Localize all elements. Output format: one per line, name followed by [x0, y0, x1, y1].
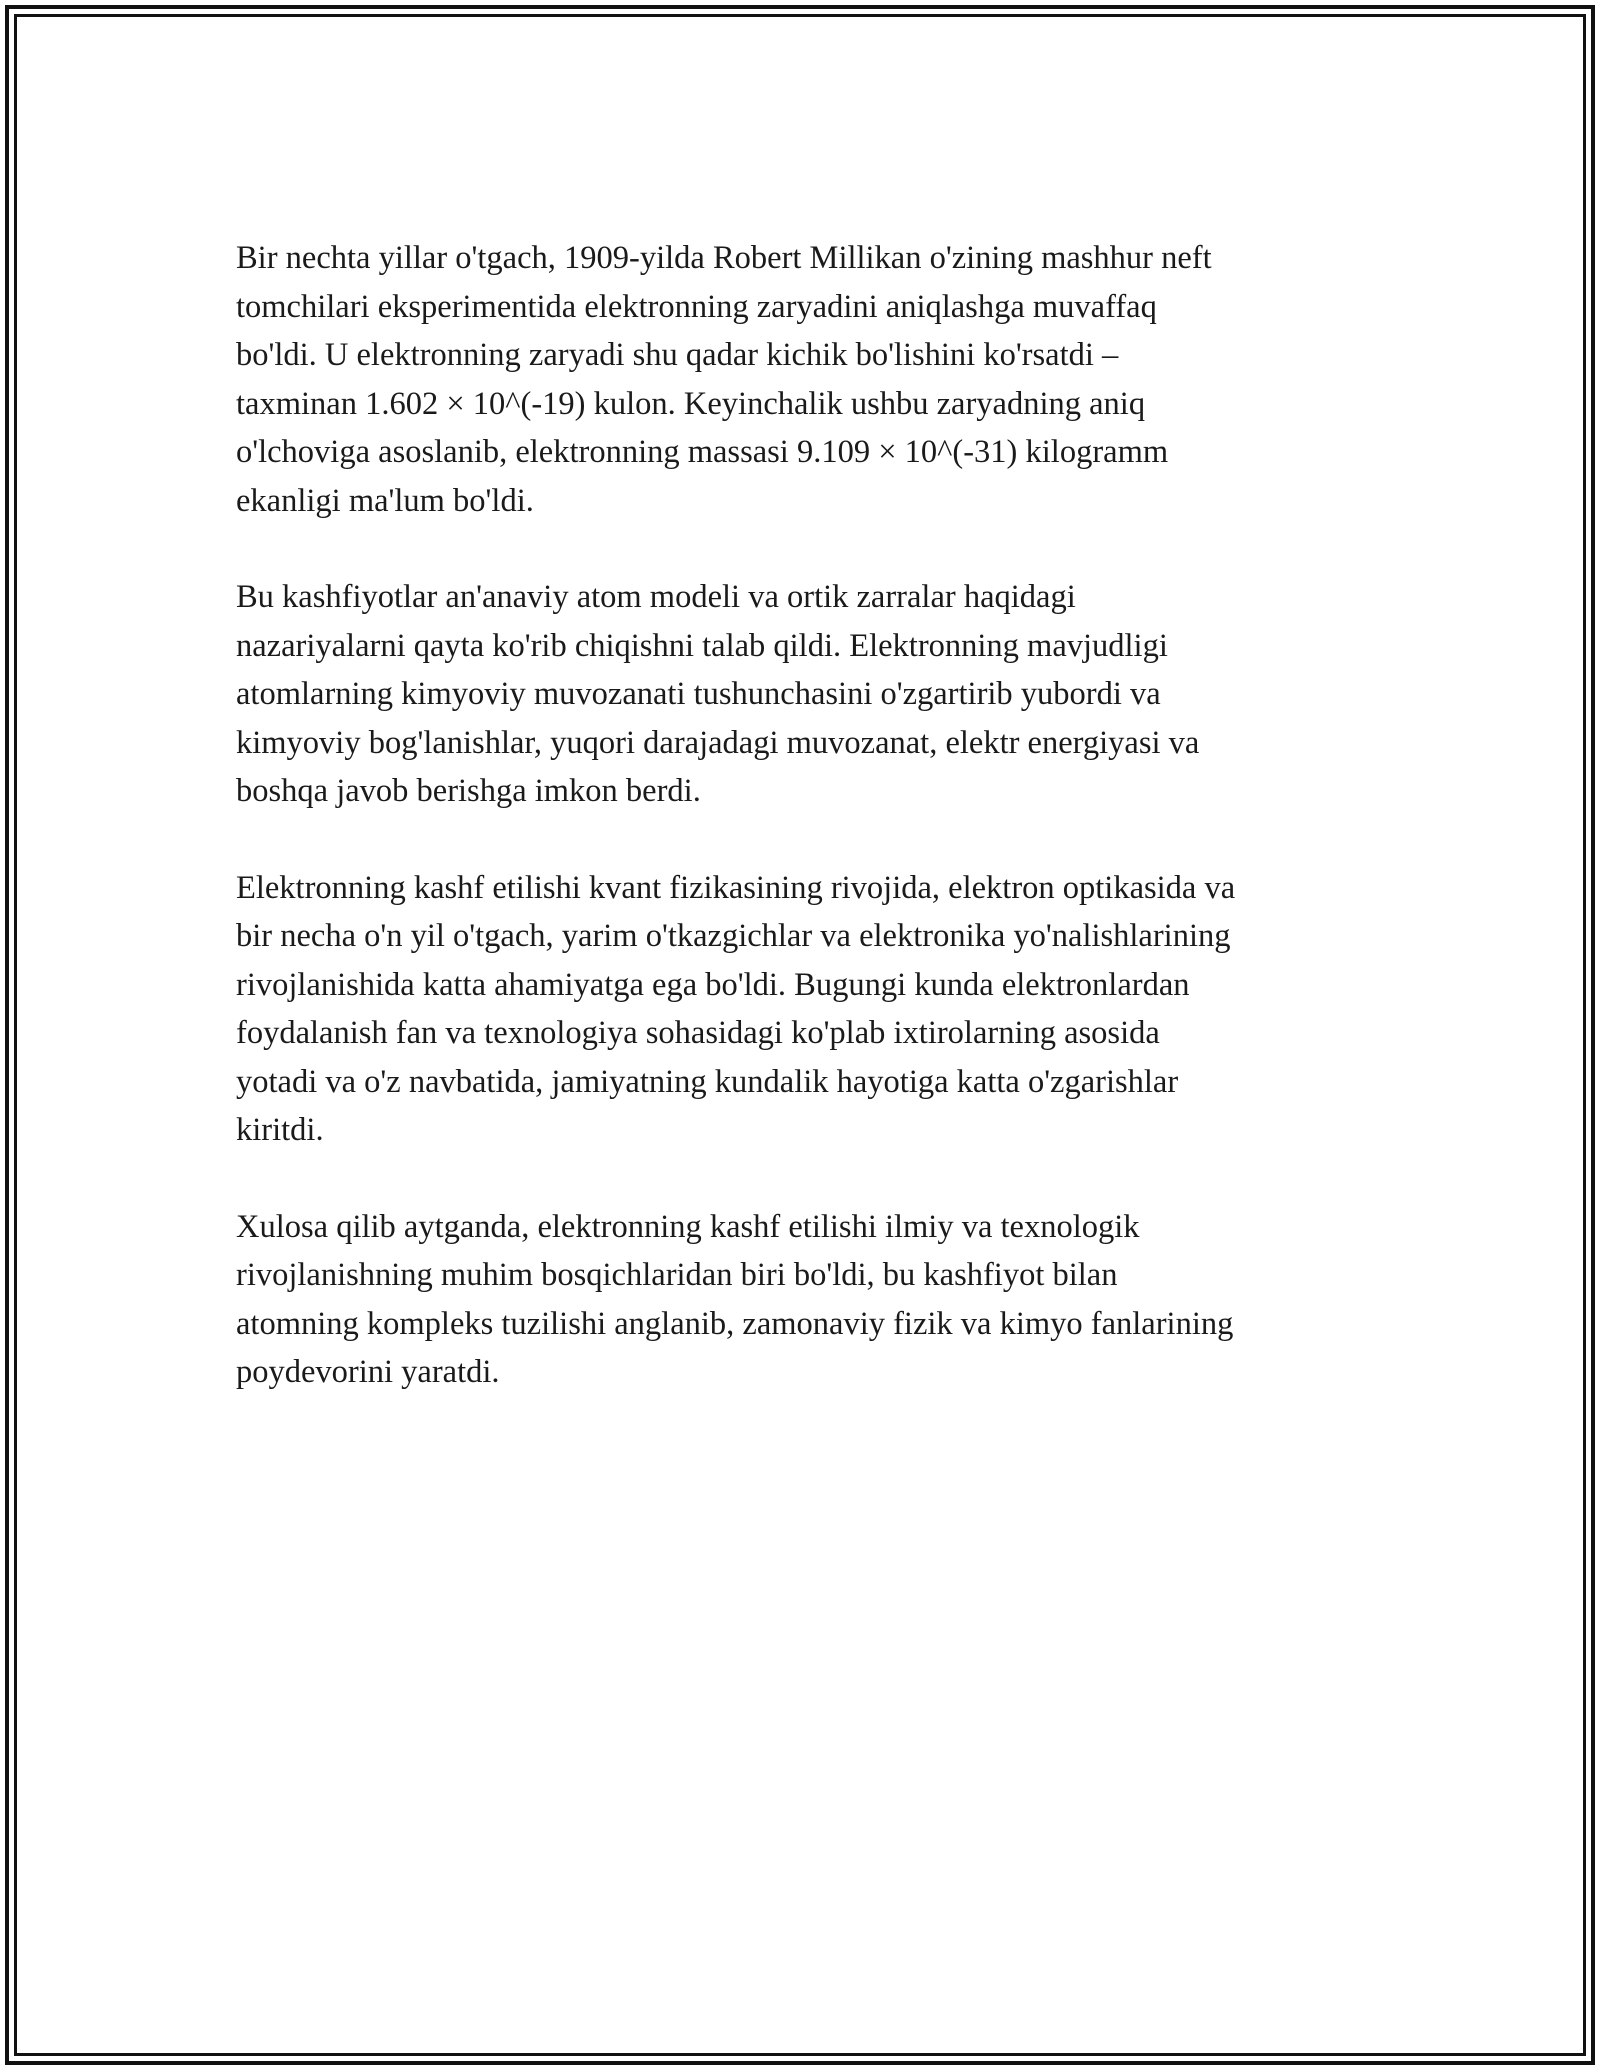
paragraph-3: Elektronning kashf etilishi kvant fizikasining rivojida, elektron optikasida va bir necha o'n yil o'tgach, yarim o'tkazgichlar va elektronika yo'nalishlarining rivojlanishida katta ahamiyatga ega bo'ldi. Bugungi kunda elektronlardan foydalanish fan va texnologiya sohasidagi ko'plab ixtirolarning asosida yotadi va o'z navbatida, jamiyatning kundalik hayotiga katta o'zgarishlar kiritdi. [236, 869, 1236, 1148]
paragraph-4: Xulosa qilib aytganda, elektronning kashf etilishi ilmiy va texnologik rivojlanishning muhim bosqichlaridan biri bo'ldi, bu kashfiyot bilan atomning kompleks tuzilishi anglanib, zamonaviy fizik va kimyo fanlarining poydevorini yaratdi. [236, 1208, 1234, 1390]
document-body [236, 234, 1376, 1445]
paragraph-2: Bu kashfiyotlar an'anaviy atom modeli va ortik zarralar haqidagi nazariyalarni qayta ko'rib chiqishni talab qildi. Elektronning mavjudligi atomlarning kimyoviy muvozanati tushunchasini o'zgartirib yubordi va kimyoviy bog'lanishlar, yuqori darajadagi muvozanat, elektr energiyasi va boshqa javob berishga imkon berdi. [236, 579, 1200, 809]
paragraph-1: Bir nechta yillar o'tgach, 1909-yilda Robert Millikan o'zining mashhur neft tomchilari eksperimentida elektronning zaryadini aniqlashga muvaffaq bo'ldi. U elektronning zaryadi shu qadar kichik bo'lishini ko'rsatdi – taxminan 1.602 × 10^(-19) kulon. Keyinchalik ushbu zaryadning aniq o'lchoviga asoslanib, elektronning massasi 9.109 × 10^(-31) kilogramm ekanligi ma'lum bo'ldi. [236, 240, 1212, 519]
